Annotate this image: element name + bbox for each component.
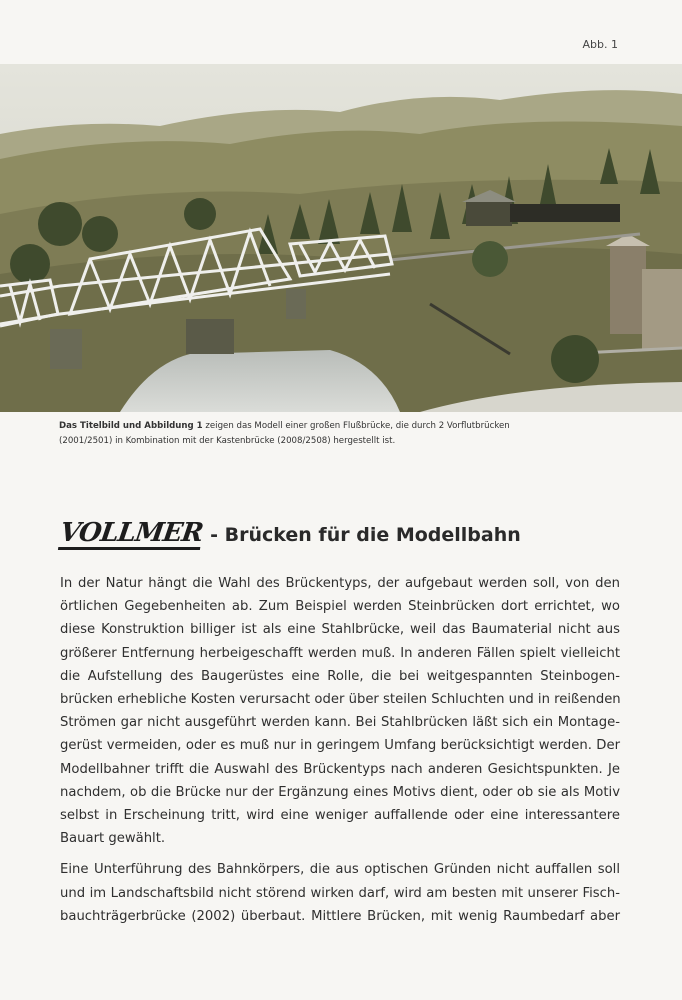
- caption-bold-lead: Das Titelbild und Abbildung 1: [59, 421, 203, 431]
- paragraph-1-line: Bauart gewählt.: [60, 831, 166, 847]
- paragraph-1-line: brücken erhebliche Kosten verursacht oder über steilen Schluchten und in reißenden: [60, 692, 621, 708]
- paragraph-1-line: Modellbahner trifft die Auswahl des Brückentyps nach anderen Gesichtspunkten. Je: [60, 761, 620, 777]
- paragraph-2: [60, 858, 620, 928]
- paragraph-1-line: Strömen gar nicht ausgeführt werden kann. Bei Stahlbrücken läßt sich ein Montage-: [60, 715, 620, 731]
- layout-photo: [0, 64, 682, 412]
- paragraph-1-line: In der Natur hängt die Wahl des Brückentyps, der aufgebaut werden soll, von den: [60, 576, 620, 591]
- paragraph-1-line: örtlichen Gegebenheiten ab. Zum Beispiel werden Steinbrücken dort errichtet, wo: [60, 599, 620, 615]
- section-title: - Brücken für die Modellbahn: [210, 524, 521, 546]
- vollmer-logo: VOLLMER: [58, 518, 205, 548]
- model-railway-landscape-image: [0, 64, 682, 412]
- section-heading: [60, 520, 640, 550]
- paragraph-2-line: Eine Unterführung des Bahnkörpers, die aus optischen Gründen nicht auffallen soll: [60, 862, 620, 878]
- figure-label: Abb. 1: [582, 38, 618, 51]
- figure-caption: [59, 419, 631, 449]
- caption-line-2: (2001/2501) in Kombination mit der Kastenbrücke (2008/2508) hergestellt ist.: [59, 436, 396, 446]
- paragraph-2-line: bauchträgerbrücke (2002) überbaut. Mittlere Brücken, mit wenig Raumbedarf aber: [60, 908, 620, 924]
- paragraph-1-line: diese Konstruktion billiger ist als eine Stahlbrücke, weil das Baumaterial nicht aus: [60, 622, 620, 638]
- paragraph-1-line: nachdem, ob die Brücke nur der Ergänzung eines Motivs dient, oder ob sie als Motiv: [60, 784, 620, 800]
- paragraph-2-line: und im Landschaftsbild nicht störend wirken darf, wird am besten mit unserer Fisch-: [60, 885, 620, 901]
- paragraph-1-line: größerer Entfernung herbeigeschafft werden muß. In anderen Fällen spielt vielleicht: [60, 645, 620, 661]
- paragraph-1: [60, 572, 620, 850]
- caption-line-1: zeigen das Modell einer großen Flußbrücke, die durch 2 Vorflutbrücken: [202, 421, 510, 431]
- body-text: [60, 572, 620, 936]
- paragraph-1-line: gerüst vermeiden, oder es muß nur in geringem Umfang berücksichtigt werden. Der: [60, 738, 620, 754]
- paragraph-1-line: die Aufstellung des Baugerüstes eine Rolle, die bei weitgespannten Steinbogen-: [60, 668, 620, 684]
- paragraph-1-line: selbst in Erscheinung tritt, wird eine weniger auffallende oder eine interessantere: [60, 808, 620, 824]
